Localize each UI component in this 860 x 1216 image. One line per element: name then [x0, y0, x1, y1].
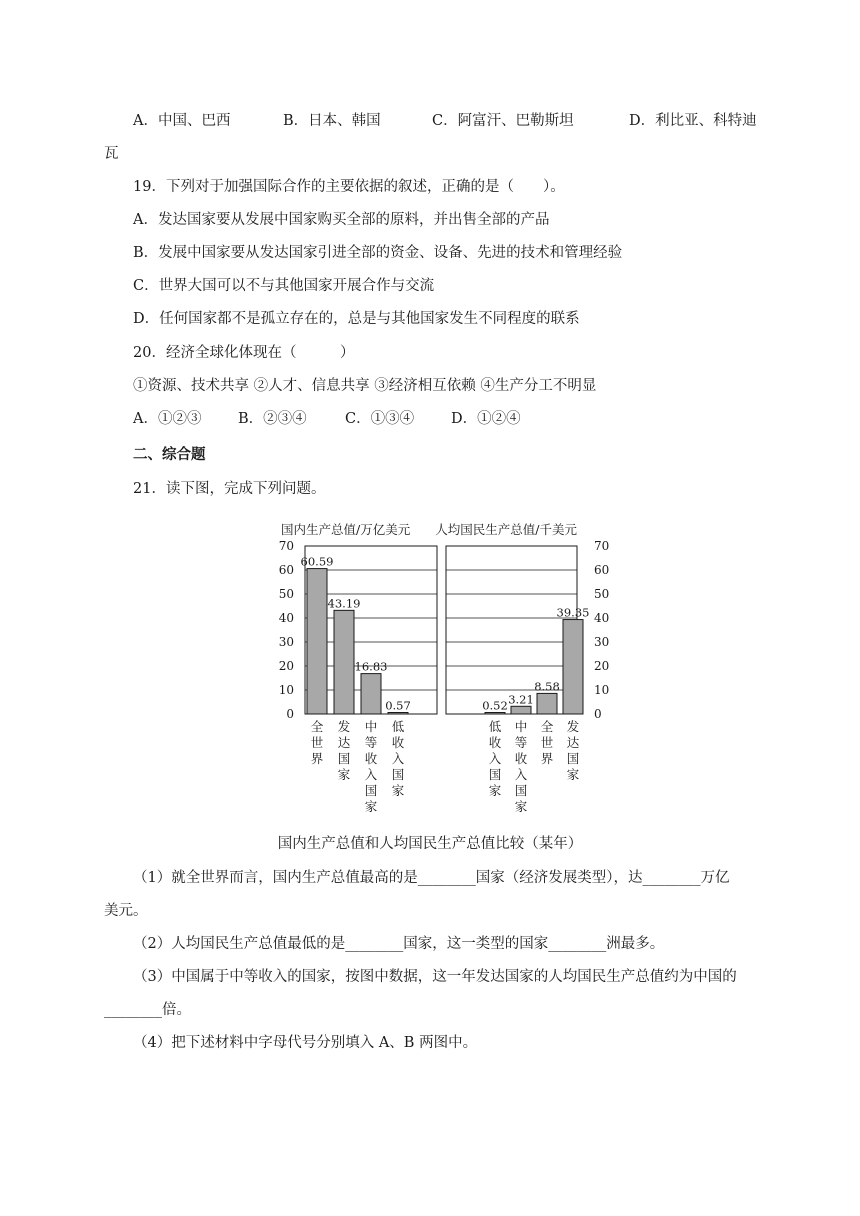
- chart2-value-label: 39.35: [556, 605, 590, 620]
- q21-stem: 21．读下图，完成下列问题。: [133, 481, 326, 497]
- section-heading: 二、综合题: [133, 446, 206, 463]
- chart1-category-label: 低收入国家: [391, 719, 405, 798]
- chart2-bar: [563, 620, 583, 714]
- q18-option-c: C．阿富汗、巴勒斯坦: [432, 113, 574, 129]
- chart1-tick-label: 0: [286, 707, 294, 721]
- q21-sub3-line2: ________倍。: [104, 1002, 191, 1018]
- q21-sub2: （2）人均国民生产总值最低的是________国家，这一类型的国家________洲最多。: [133, 936, 665, 952]
- q20-option-d: D．①②④: [451, 411, 521, 427]
- chart1-value-label: 43.19: [327, 596, 361, 611]
- q18-option-a: A．中国、巴西: [133, 113, 231, 129]
- q20-items: ①资源、技术共享 ②人才、信息共享 ③经济相互依赖 ④生产分工不明显: [133, 378, 597, 394]
- chart2-tick-label: 30: [594, 635, 610, 649]
- chart2-tick-label: 0: [594, 707, 602, 721]
- chart2-value-label: 3.21: [508, 692, 534, 707]
- chart1-value-label: 0.57: [385, 698, 411, 713]
- chart2-bar: [511, 706, 531, 714]
- chart2-tick-label: 20: [594, 659, 610, 673]
- figure-caption: 国内生产总值和人均国民生产总值比较（某年）: [277, 836, 583, 852]
- chart1-bar: [307, 569, 327, 714]
- q20-option-c: C．①③④: [345, 411, 415, 427]
- chart2-tick-label: 60: [594, 563, 610, 577]
- chart1-category-label: 发达国家: [337, 719, 351, 782]
- chart2-tick-label: 50: [594, 587, 610, 601]
- q20-option-b: B．②③④: [238, 411, 307, 427]
- q21-sub4: （4）把下述材料中字母代号分别填入 A、B 两图中。: [133, 1035, 478, 1051]
- q21-sub3-line1: （3）中国属于中等收入的国家，按图中数据，这一年发达国家的人均国民生产总值约为中国的: [133, 969, 737, 985]
- chart2-bar: [537, 693, 557, 714]
- q18-option-b: B．日本、韩国: [283, 113, 381, 129]
- chart1-tick-label: 60: [278, 563, 294, 577]
- chart2-title: 人均国民生产总值/千美元: [435, 522, 577, 537]
- q19-stem: 19．下列对于加强国际合作的主要依据的叙述，正确的是（ ）。: [133, 179, 565, 195]
- chart2-category-label: 全世界: [540, 719, 554, 766]
- chart1-tick-label: 50: [278, 587, 294, 601]
- chart1-category-label: 全世界: [310, 719, 324, 766]
- chart2-category-label: 低收入国家: [488, 719, 502, 798]
- q21-sub1-line1: （1）就全世界而言，国内生产总值最高的是________国家（经济发展类型），达________万亿: [133, 870, 730, 886]
- q18-option-d-wrap: 瓦: [104, 146, 119, 162]
- gdp-comparison-chart: [276, 519, 616, 824]
- q20-stem: 20．经济全球化体现在（ ）: [133, 345, 355, 361]
- q19-option-d: D．任何国家都不是孤立存在的，总是与其他国家发生不同程度的联系: [133, 311, 580, 327]
- chart2-value-label: 0.52: [482, 698, 508, 713]
- chart2-category-label: 中等收入国家: [514, 719, 528, 814]
- chart1-tick-label: 10: [278, 683, 294, 697]
- chart1-value-label: 60.59: [300, 554, 334, 569]
- gdp-comparison-figure: [276, 519, 616, 824]
- q19-option-c: C．世界大国可以不与其他国家开展合作与交流: [133, 278, 435, 294]
- q21-sub1-line2: 美元。: [104, 903, 148, 919]
- chart1-bar: [361, 674, 381, 714]
- chart1-category-label: 中等收入国家: [364, 719, 378, 814]
- chart1-tick-label: 20: [278, 659, 294, 673]
- q20-option-a: A．①②③: [133, 411, 202, 427]
- chart1-tick-label: 40: [278, 611, 294, 625]
- chart1-tick-label: 30: [278, 635, 294, 649]
- chart1-title: 国内生产总值/万亿美元: [281, 522, 411, 537]
- chart2-tick-label: 40: [594, 611, 610, 625]
- chart2-category-label: 发达国家: [566, 719, 580, 782]
- chart1-tick-label: 70: [278, 539, 294, 553]
- q19-option-a: A．发达国家要从发展中国家购买全部的原料，并出售全部的产品: [133, 212, 550, 228]
- chart2-tick-label: 70: [594, 539, 610, 553]
- chart1-value-label: 16.83: [354, 659, 388, 674]
- chart2-tick-label: 10: [594, 683, 610, 697]
- q18-option-d: D．利比亚、科特迪: [629, 113, 757, 129]
- chart2-value-label: 8.58: [534, 679, 560, 694]
- chart2-bar: [485, 713, 505, 715]
- q19-option-b: B．发展中国家要从发达国家引进全部的资金、设备、先进的技术和管理经验: [133, 245, 623, 261]
- chart1-bar: [388, 713, 408, 715]
- chart1-bar: [334, 610, 354, 714]
